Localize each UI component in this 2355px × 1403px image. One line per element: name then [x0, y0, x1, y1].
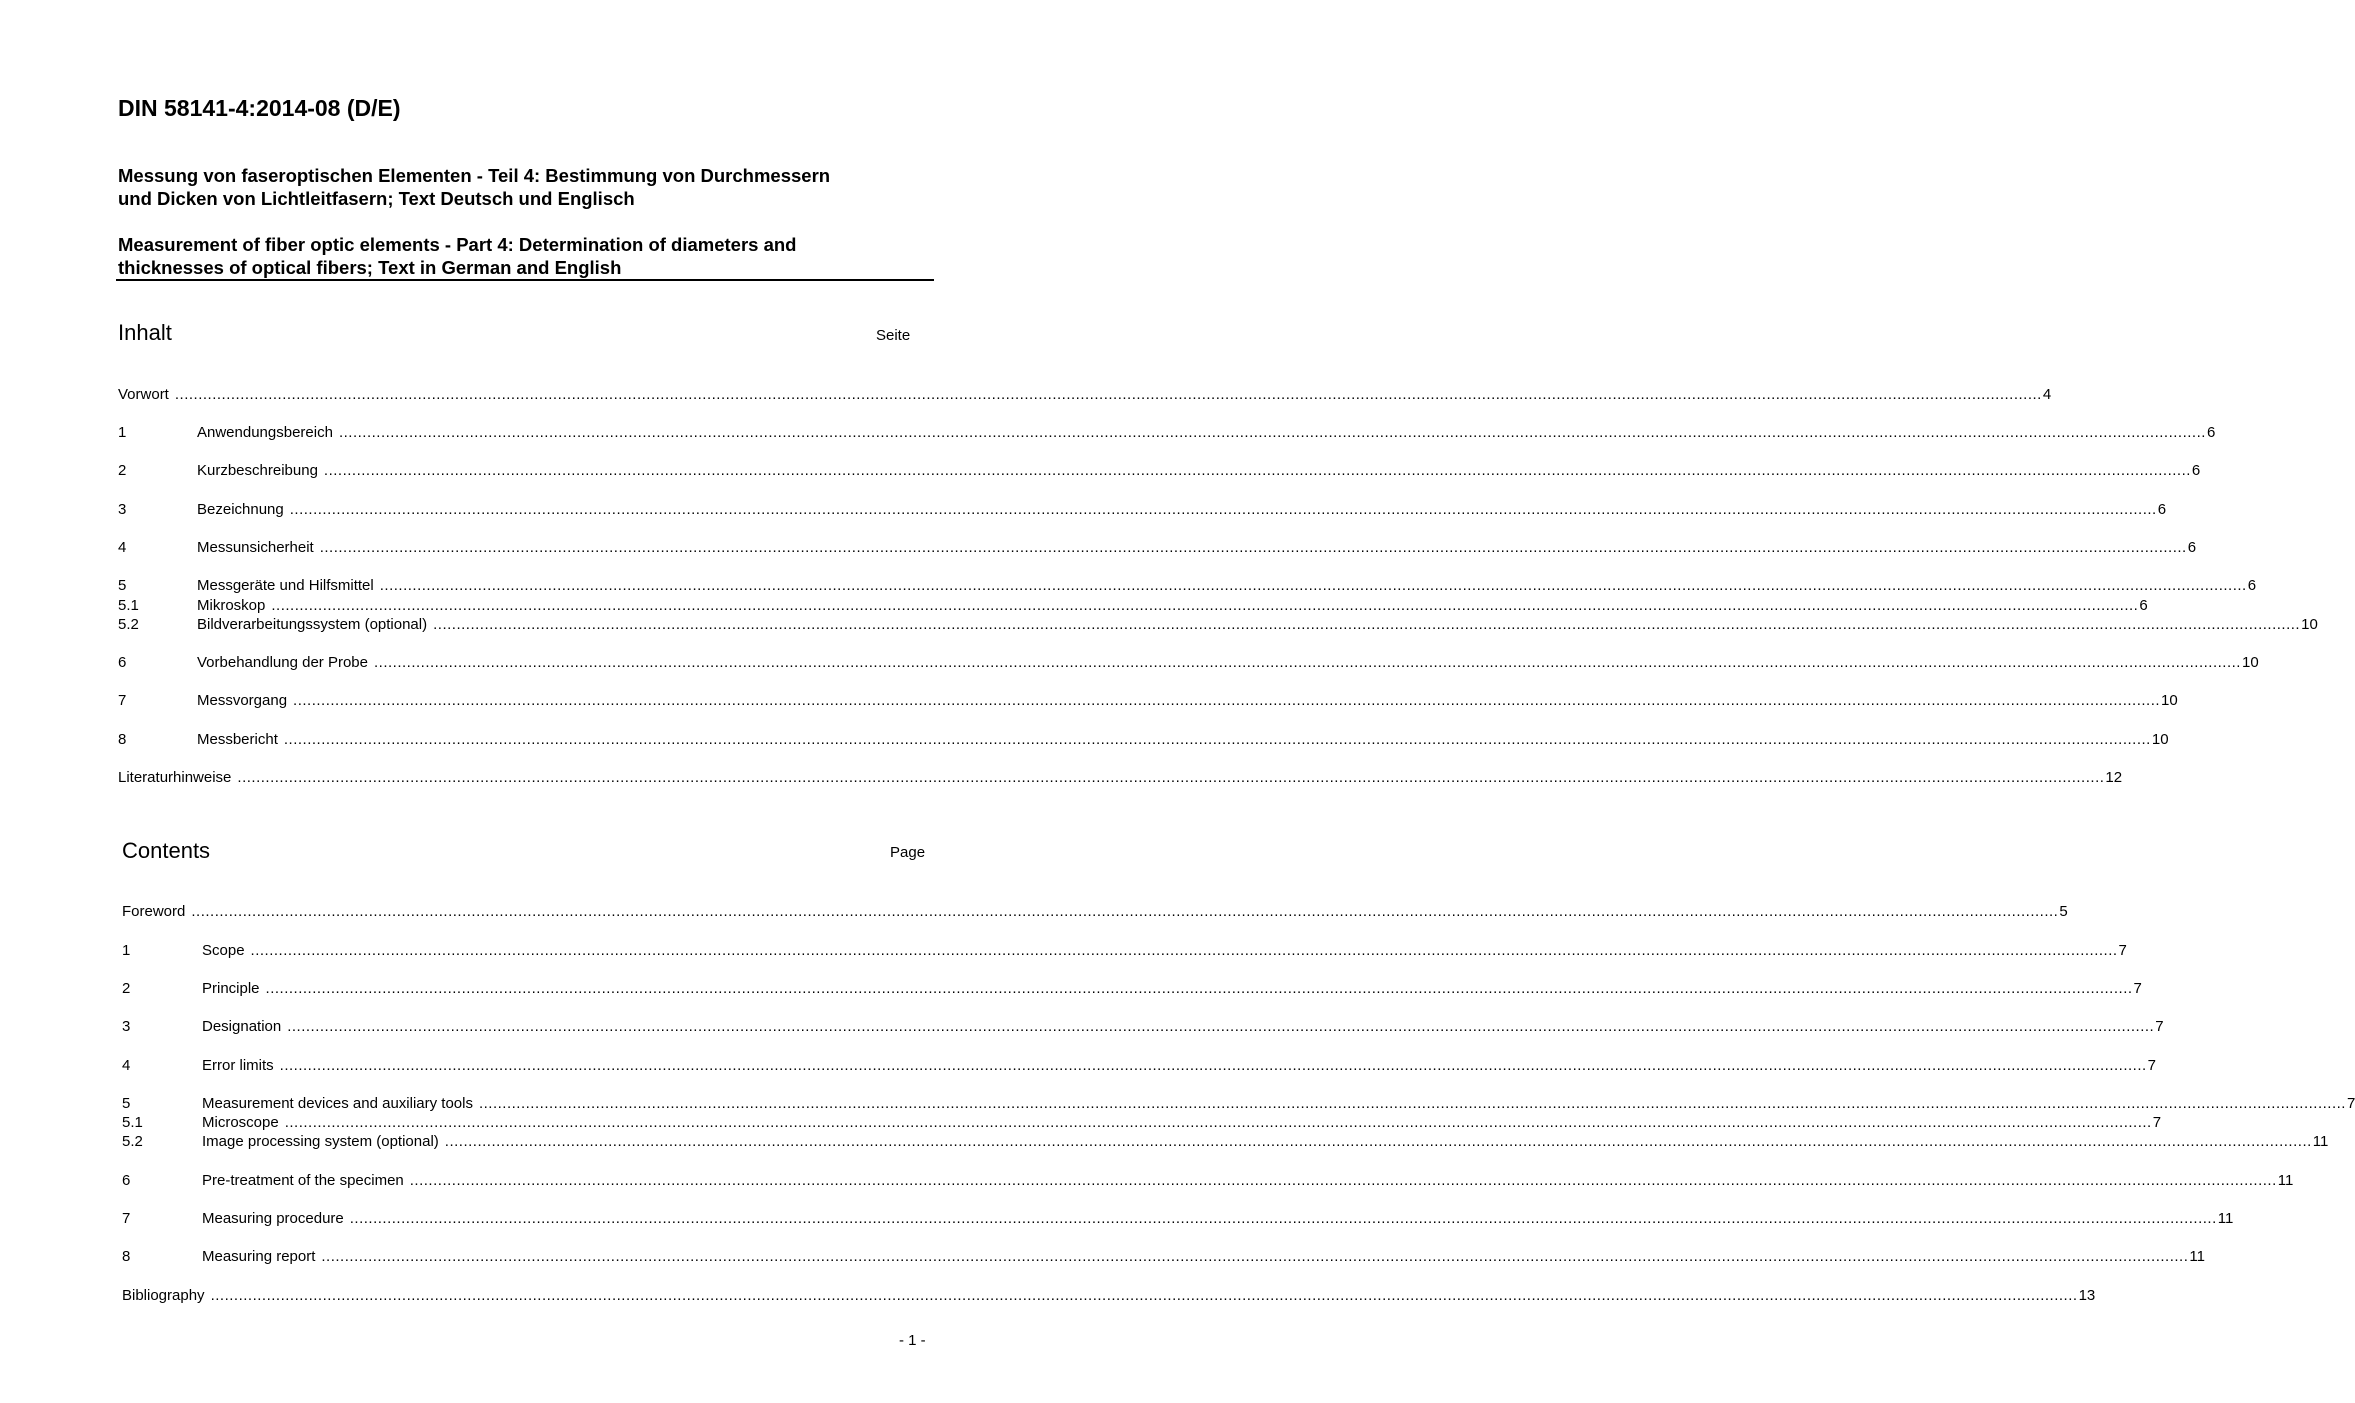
toc-dot-leader: ................................................................................................................................................................................................................................................................................................................................................................................................................ [284, 1114, 2152, 1131]
subtitle-german-line-2: und Dicken von Lichtleitfasern; Text Deutsch und Englisch [118, 188, 635, 209]
toc-entry-number: 1 [122, 942, 131, 959]
toc-entry-page: 5 [2059, 903, 2068, 920]
toc-entry-title: Literaturhinweise [118, 769, 232, 786]
toc-entry[interactable] [122, 1247, 2205, 1266]
subtitle-english-line-2: thicknesses of optical fibers; Text in German and English [118, 257, 622, 278]
toc-dot-leader: ................................................................................................................................................................................................................................................................................................................................................................................................................ [338, 424, 2206, 441]
toc-entry-page: 11 [2277, 1172, 2294, 1189]
toc-entry-page: 6 [2191, 462, 2201, 479]
toc-entry-number: 8 [122, 1248, 131, 1265]
toc-entry[interactable] [118, 653, 2259, 672]
toc-entry-page: 7 [2155, 1018, 2164, 1035]
toc-entry[interactable] [118, 615, 2318, 634]
toc-entry-number: 5 [122, 1095, 131, 1112]
toc-entry-title: Measuring procedure [202, 1210, 344, 1227]
toc-entry-page: 10 [2301, 616, 2318, 633]
toc-entry-page: 10 [2161, 692, 2178, 709]
toc-entry-title: Mikroskop [197, 597, 266, 614]
toc-entry-title: Measuring report [202, 1248, 316, 1265]
toc-entry-title: Principle [202, 980, 260, 997]
toc-entry-title: Bezeichnung [197, 501, 284, 518]
toc-entry-number: 4 [122, 1057, 131, 1074]
toc-entry-number: 5.1 [122, 1114, 143, 1131]
title-divider [116, 279, 934, 281]
toc-entry[interactable] [122, 941, 2127, 960]
toc-entry-page: 6 [2206, 424, 2216, 441]
toc-entry[interactable] [122, 1171, 2294, 1190]
toc-entry-title: Pre-treatment of the specimen [202, 1172, 404, 1189]
toc-entry-number: 6 [122, 1172, 131, 1189]
toc-entry-page: 7 [2152, 1114, 2162, 1131]
toc-heading-german: Inhalt [118, 320, 172, 345]
toc-entry-title: Vorbehandlung der Probe [197, 654, 368, 671]
toc-entry[interactable] [118, 461, 2201, 480]
toc-entry-number: 7 [122, 1210, 131, 1227]
toc-dot-leader: ................................................................................................................................................................................................................................................................................................................................................................................................................ [379, 577, 2247, 594]
toc-dot-leader: ................................................................................................................................................................................................................................................................................................................................................................................................................ [250, 942, 2118, 959]
toc-entry-number: 6 [118, 654, 127, 671]
toc-dot-leader: ................................................................................................................................................................................................................................................................................................................................................................................................................ [433, 616, 2301, 633]
toc-entry-page: 7 [2147, 1057, 2157, 1074]
toc-entry-page: 7 [2346, 1095, 2355, 1112]
toc-entry-page: 10 [2241, 654, 2259, 671]
toc-entry-page: 4 [2042, 386, 2052, 403]
toc-entry-title: Designation [202, 1018, 282, 1035]
toc-entry-number: 5.2 [122, 1133, 143, 1150]
toc-entry[interactable] [122, 1056, 2157, 1075]
toc-entry-number: 3 [118, 501, 127, 518]
toc-dot-leader: ................................................................................................................................................................................................................................................................................................................................................................................................................ [319, 539, 2187, 556]
toc-entry[interactable] [122, 1113, 2162, 1132]
toc-entry-number: 5.1 [118, 597, 139, 614]
toc-entry-title: Error limits [202, 1057, 274, 1074]
page-number: - 1 - [899, 1332, 926, 1349]
toc-entry[interactable] [118, 423, 2216, 442]
toc-entry[interactable] [118, 500, 2167, 519]
toc-entry-number: 7 [118, 692, 127, 709]
toc-dot-leader: ................................................................................................................................................................................................................................................................................................................................................................................................................ [283, 731, 2151, 748]
toc-dot-leader: ................................................................................................................................................................................................................................................................................................................................................................................................................ [409, 1172, 2277, 1189]
toc-entry-title: Vorwort [118, 386, 169, 403]
toc-entry[interactable] [118, 596, 2148, 615]
toc-dot-leader: ................................................................................................................................................................................................................................................................................................................................................................................................................ [265, 980, 2133, 997]
toc-dot-leader: ................................................................................................................................................................................................................................................................................................................................................................................................................ [323, 462, 2191, 479]
toc-dot-leader: ................................................................................................................................................................................................................................................................................................................................................................................................................ [444, 1133, 2312, 1150]
toc-entry-title: Image processing system (optional) [202, 1133, 439, 1150]
toc-entry-page: 11 [2312, 1133, 2329, 1150]
toc-entry-page: 6 [2157, 501, 2167, 518]
toc-entry-number: 2 [122, 980, 131, 997]
toc-entry-page: 6 [2139, 597, 2148, 614]
toc-dot-leader: ................................................................................................................................................................................................................................................................................................................................................................................................................ [293, 692, 2161, 709]
toc-entry-number: 1 [118, 424, 127, 441]
toc-entry-page: 10 [2151, 731, 2169, 748]
toc-entry-title: Messunsicherheit [197, 539, 314, 556]
toc-entry-page: 6 [2247, 577, 2257, 594]
toc-dot-leader: ................................................................................................................................................................................................................................................................................................................................................................................................................ [271, 597, 2139, 614]
toc-entry[interactable] [122, 979, 2142, 998]
toc-entry[interactable] [122, 1094, 2355, 1113]
toc-heading-english: Contents [122, 838, 211, 863]
toc-entry[interactable] [118, 385, 2052, 404]
toc-dot-leader: ................................................................................................................................................................................................................................................................................................................................................................................................................ [287, 1018, 2155, 1035]
toc-dot-leader: ................................................................................................................................................................................................................................................................................................................................................................................................................ [237, 769, 2105, 786]
toc-dot-leader: ................................................................................................................................................................................................................................................................................................................................................................................................................ [174, 386, 2042, 403]
toc-entry[interactable] [118, 538, 2197, 557]
toc-entry-page: 7 [2133, 980, 2142, 997]
toc-entry[interactable] [122, 1132, 2329, 1151]
toc-entry-title: Messvorgang [197, 692, 288, 709]
toc-entry[interactable] [122, 1209, 2234, 1228]
toc-entry-page: 13 [2078, 1287, 2096, 1304]
toc-entry[interactable] [118, 691, 2178, 710]
toc-entry-title: Foreword [122, 903, 186, 920]
toc-entry-title: Scope [202, 942, 245, 959]
toc-entry[interactable] [122, 1017, 2164, 1036]
toc-entry-page: 11 [2189, 1248, 2205, 1265]
toc-entry-title: Messbericht [197, 731, 278, 748]
toc-entry-number: 5.2 [118, 616, 139, 633]
toc-entry-number: 3 [122, 1018, 131, 1035]
toc-entry[interactable] [118, 576, 2257, 595]
toc-entry-title: Measurement devices and auxiliary tools [202, 1095, 473, 1112]
subtitle-german [118, 164, 830, 210]
toc-entry-page: 7 [2118, 942, 2127, 959]
toc-entry-page: 11 [2217, 1210, 2234, 1227]
toc-entry-title: Microscope [202, 1114, 279, 1131]
toc-entry-number: 4 [118, 539, 127, 556]
toc-dot-leader: ................................................................................................................................................................................................................................................................................................................................................................................................................ [478, 1095, 2346, 1112]
toc-entry-number: 2 [118, 462, 127, 479]
toc-entry-number: 8 [118, 731, 127, 748]
toc-entry[interactable] [118, 730, 2169, 749]
subtitle-english [118, 233, 796, 279]
toc-dot-leader: ................................................................................................................................................................................................................................................................................................................................................................................................................ [191, 903, 2059, 920]
toc-entry-page: 6 [2187, 539, 2197, 556]
toc-dot-leader: ................................................................................................................................................................................................................................................................................................................................................................................................................ [321, 1248, 2189, 1265]
toc-dot-leader: ................................................................................................................................................................................................................................................................................................................................................................................................................ [349, 1210, 2217, 1227]
toc-page-label-german: Seite [876, 327, 911, 344]
toc-entry-title: Bibliography [122, 1287, 205, 1304]
toc-entry[interactable] [122, 902, 2068, 921]
toc-dot-leader: ................................................................................................................................................................................................................................................................................................................................................................................................................ [373, 654, 2241, 671]
toc-dot-leader: ................................................................................................................................................................................................................................................................................................................................................................................................................ [279, 1057, 2147, 1074]
toc-entry-title: Kurzbeschreibung [197, 462, 318, 479]
toc-dot-leader: ................................................................................................................................................................................................................................................................................................................................................................................................................ [289, 501, 2157, 518]
toc-entry-page: 12 [2105, 769, 2123, 786]
document-title: DIN 58141-4:2014-08 (D/E) [118, 95, 401, 121]
toc-entry-title: Messgeräte und Hilfsmittel [197, 577, 374, 594]
toc-entry-title: Bildverarbeitungssystem (optional) [197, 616, 428, 633]
subtitle-english-line-1: Measurement of fiber optic elements - Part 4: Determination of diameters and [118, 234, 797, 255]
toc-entry[interactable] [122, 1286, 2096, 1305]
subtitle-german-line-1: Messung von faseroptischen Elementen - Teil 4: Bestimmung von Durchmessern [118, 165, 831, 186]
toc-entry-title: Anwendungsbereich [197, 424, 333, 441]
toc-entry[interactable] [118, 768, 2123, 787]
toc-dot-leader: ................................................................................................................................................................................................................................................................................................................................................................................................................ [210, 1287, 2078, 1304]
toc-entry-number: 5 [118, 577, 127, 594]
toc-page-label-english: Page [890, 844, 926, 861]
